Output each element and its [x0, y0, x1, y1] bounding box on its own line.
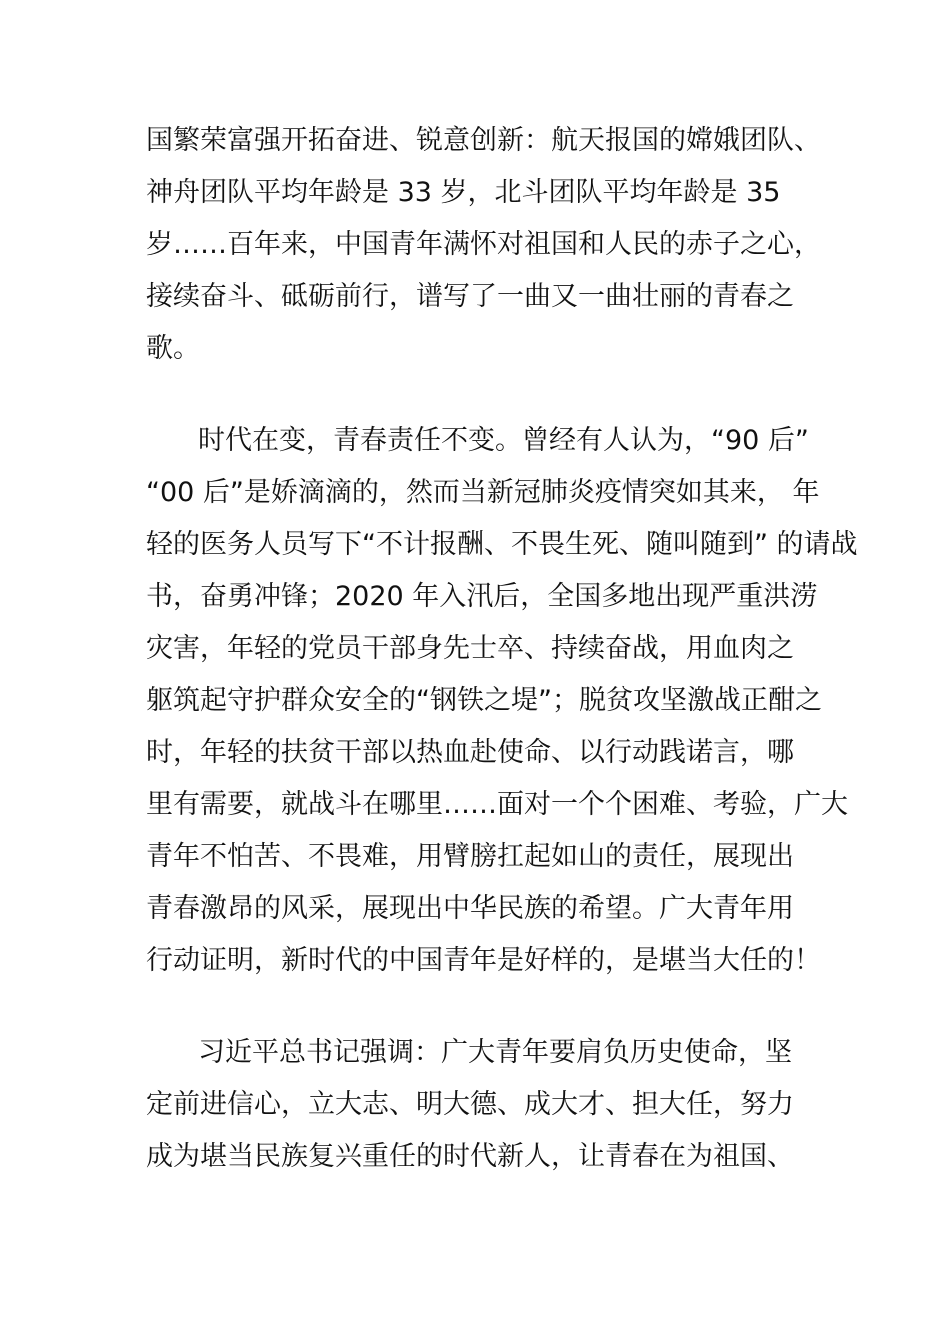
text-line: 国繁荣富强开拓奋进、锐意创新：航天报国的嫦娥团队、 [146, 125, 821, 156]
text-line: 时代在变，青春责任不变。曾经有人认为，“90 后” [198, 425, 809, 456]
text-line: 灾害，年轻的党员干部身先士卒、持续奋战，用血肉之 [146, 633, 794, 664]
text-line: 神舟团队平均年龄是 33 岁，北斗团队平均年龄是 35 [146, 177, 781, 208]
text-line: 岁……百年来，中国青年满怀对祖国和人民的赤子之心， [146, 229, 821, 260]
text-line: 定前进信心，立大志、明大德、成大才、担大任，努力 [146, 1089, 794, 1120]
text-line: 躯筑起守护群众安全的“钢铁之堤”；脱贫攻坚激战正酣之 [146, 685, 822, 716]
text-line: 轻的医务人员写下“不计报酬、不畏生死、随叫随到” 的请战 [146, 529, 858, 560]
text-line: 青春激昂的风采，展现出中华民族的希望。广大青年用 [146, 893, 794, 924]
text-line: 青年不怕苦、不畏难，用臂膀扛起如山的责任，展现出 [146, 841, 794, 872]
text-line: 成为堪当民族复兴重任的时代新人，让青春在为祖国、 [146, 1141, 794, 1172]
text-line: 接续奋斗、砥砺前行，谱写了一曲又一曲壮丽的青春之 [146, 281, 794, 312]
text-line: 里有需要，就战斗在哪里……面对一个个困难、考验，广大 [146, 789, 848, 820]
text-line: 书，奋勇冲锋；2020 年入汛后，全国多地出现严重洪涝 [146, 581, 818, 612]
text-line: 歌。 [146, 333, 200, 364]
text-line: 时，年轻的扶贫干部以热血赴使命、以行动践诺言，哪 [146, 737, 794, 768]
text-line: 行动证明，新时代的中国青年是好样的，是堪当大任的！ [146, 945, 821, 976]
text-line: “00 后”是娇滴滴的，然而当新冠肺炎疫情突如其来， 年 [146, 477, 820, 508]
text-line: 习近平总书记强调：广大青年要肩负历史使命，坚 [198, 1037, 792, 1068]
